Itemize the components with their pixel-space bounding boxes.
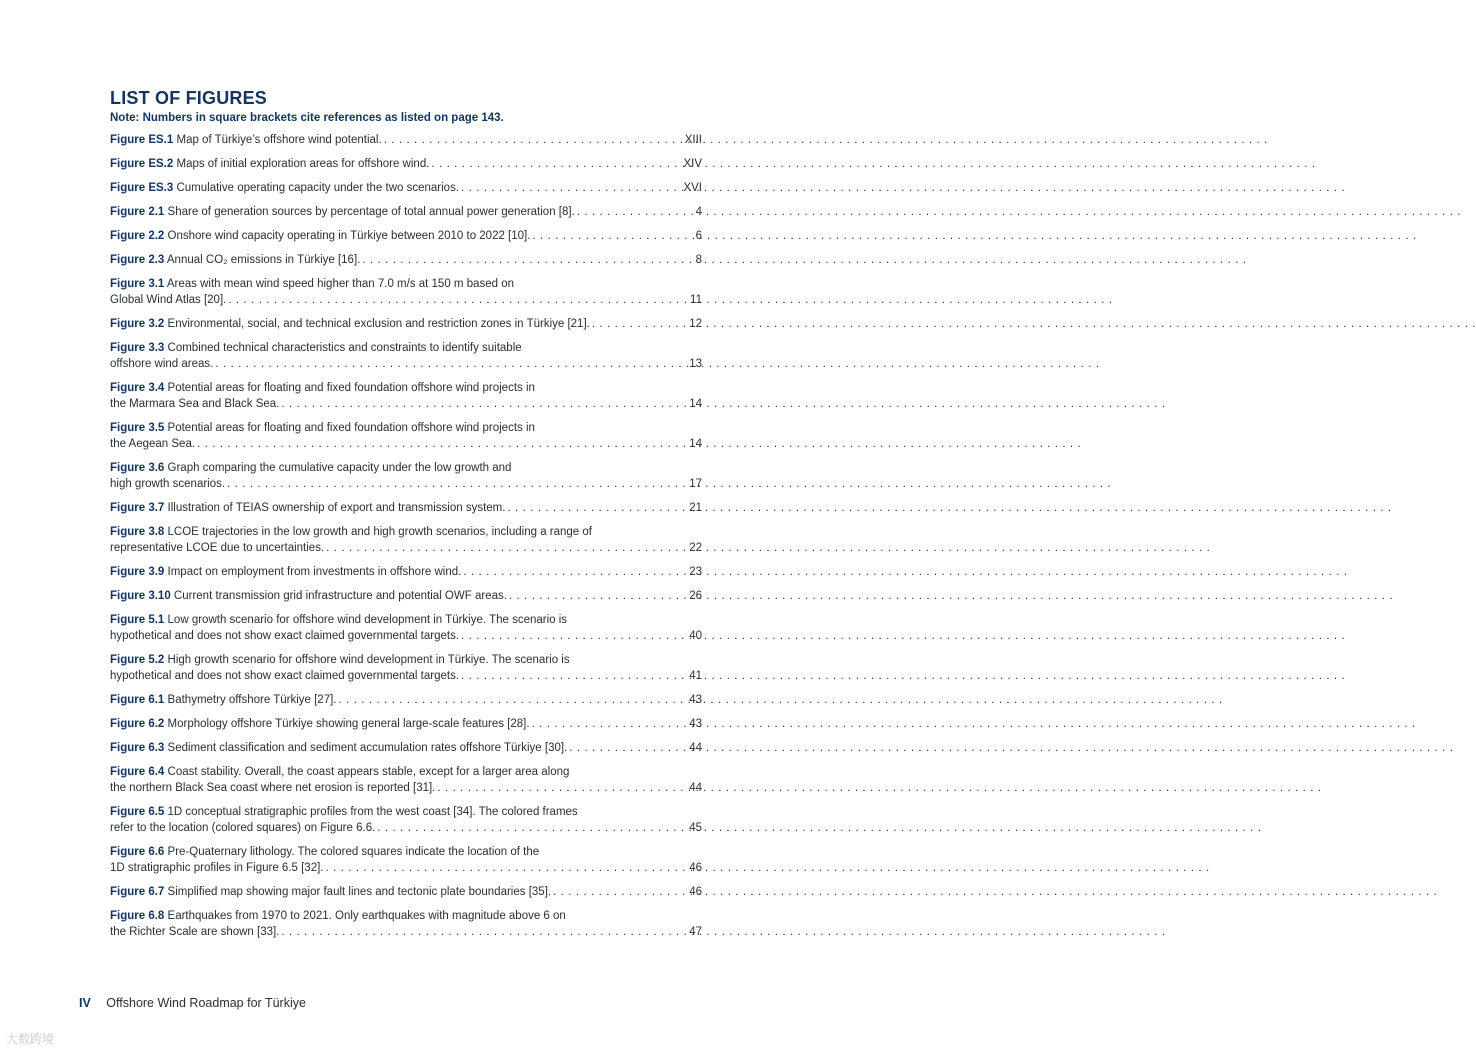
figure-caption-row [110,628,702,644]
figure-label: Figure 3.3 [110,342,165,354]
figure-caption-text: Illustration of TEIAS ownership of export and transmission system. [167,502,506,514]
list-of-figures-page [110,86,702,948]
dot-leader [592,316,687,332]
figure-caption [110,628,459,644]
toc-entry[interactable] [110,132,702,148]
toc-entry[interactable] [110,204,702,220]
figure-caption-text: Environmental, social, and technical exclusion and restriction zones in Türkiye [21]. [167,318,590,330]
figure-label: Figure 3.8 [110,526,165,538]
figure-caption-text: the northern Black Sea coast where net erosion is reported [31]. [110,782,436,794]
figure-caption [110,156,429,172]
dot-leader [281,396,687,412]
dot-leader [339,692,688,708]
figure-caption-row [110,156,702,172]
figure-caption [110,500,505,516]
toc-entry[interactable] [110,156,702,172]
figure-caption-text: Potential areas for floating and fixed foundation offshore wind projects in [167,382,535,394]
figure-caption [110,316,590,332]
dot-leader [461,180,681,196]
figure-caption-row [110,204,702,220]
figure-caption-row [110,292,702,308]
figure-page-number[interactable]: 22 [689,542,702,554]
figure-caption-row [110,820,702,836]
figure-label: Figure 3.1 [110,278,165,290]
figure-page-number[interactable]: 45 [689,822,702,834]
figure-caption [110,588,507,604]
figure-label: Figure 6.2 [110,718,165,730]
dot-leader [553,884,687,900]
figure-caption [110,132,382,148]
figure-caption-first-line [110,380,702,396]
dot-leader [507,500,687,516]
figure-label: Figure 6.8 [110,910,165,922]
figure-caption [110,436,195,452]
figure-page-number[interactable]: 43 [689,694,702,706]
dot-leader [461,668,687,684]
figure-caption-first-line [110,340,702,356]
figure-caption-row [110,884,702,900]
figure-caption-first-line [110,844,702,860]
figure-caption-row [110,356,702,372]
figure-caption-row [110,252,702,268]
figure-caption-row [110,668,702,684]
dot-leader [463,564,687,580]
figure-caption-row [110,588,702,604]
figure-label: Figure ES.3 [110,182,174,194]
figure-caption-text: Share of generation sources by percentage of total annual power generation [8]. [167,206,575,218]
figure-caption [110,692,337,708]
figure-caption [110,204,575,220]
dot-leader [377,820,687,836]
dot-leader [362,252,693,268]
figure-label: Figure 3.10 [110,590,171,602]
figure-page-number[interactable]: 21 [689,502,702,514]
figure-caption-first-line [110,612,702,628]
toc-entry[interactable] [110,884,702,900]
figure-caption-text: Pre-Quaternary lithology. The colored squares indicate the location of the [167,846,540,858]
page-title: LIST OF FIGURES [110,88,268,108]
figure-caption-row [110,228,702,244]
figure-page-number[interactable]: 23 [689,566,702,578]
figure-label: Figure ES.1 [110,134,174,146]
figure-caption-text: Onshore wind capacity operating in Türkiye between 2010 to 2022 [10]. [167,230,531,242]
figure-caption-text: LCOE trajectories in the low growth and high growth scenarios, including a range of [167,526,592,538]
figure-caption-text: Global Wind Atlas [20]. [110,294,227,306]
figure-caption-first-line [110,276,702,292]
dot-leader [384,132,683,148]
dot-leader [215,356,687,372]
dot-leader [326,540,687,556]
figure-caption [110,820,375,836]
figure-caption-text: the Aegean Sea. [110,438,196,450]
figure-label: Figure 2.3 [110,254,165,266]
dot-leader [532,228,693,244]
figure-caption-row [110,180,702,196]
figure-page-number[interactable]: XIV [683,158,702,170]
figure-label: Figure 3.5 [110,422,165,434]
figure-page-number[interactable]: 46 [689,886,702,898]
toc-entry[interactable] [110,612,702,644]
toc-entry[interactable] [110,564,702,580]
dot-leader [577,204,694,220]
toc-entry[interactable] [110,420,702,452]
figure-caption-text: Current transmission grid infrastructure and potential OWF areas. [173,590,507,602]
toc-entry[interactable] [110,500,702,516]
figure-label: Figure 3.6 [110,462,165,474]
watermark: 大数跨境 [6,1032,55,1046]
figure-page-number[interactable]: 44 [689,782,702,794]
figure-caption-text: offshore wind areas. [110,358,214,370]
dot-leader [532,716,688,732]
figure-page-number[interactable]: XIII [684,134,702,146]
figure-label: Figure 6.7 [110,886,165,898]
figure-caption-row [110,740,702,756]
figure-label: Figure 6.6 [110,846,165,858]
figure-caption-text: Graph comparing the cumulative capacity under the low growth and [167,462,512,474]
figure-caption-text: Maps of initial exploration areas for offshore wind. [176,158,430,170]
toc-entry[interactable] [110,588,702,604]
document-title: Offshore Wind Roadmap for Türkiye [106,996,306,1010]
dot-leader [227,476,687,492]
toc-entry[interactable] [110,652,702,684]
toc-entry[interactable] [110,692,702,708]
figure-caption [110,860,324,876]
figure-caption-text: the Marmara Sea and Black Sea. [110,398,280,410]
dot-leader [431,156,681,172]
dot-leader [326,860,688,876]
toc-entry[interactable] [110,380,702,412]
dot-leader [437,780,687,796]
figure-page-number[interactable]: 6 [695,230,702,242]
figure-caption-text: Sediment classification and sediment accumulation rates offshore Türkiye [30]. [167,742,568,754]
figure-label: Figure ES.2 [110,158,174,170]
figure-caption [110,292,226,308]
figure-caption-first-line [110,804,702,820]
figure-caption-text: Potential areas for floating and fixed foundation offshore wind projects in [167,422,535,434]
figure-caption-text: hypothetical and does not show exact claimed governmental targets. [110,670,460,682]
figure-caption-first-line [110,908,702,924]
figure-caption-row [110,436,702,452]
figure-caption-text: Map of Türkiye’s offshore wind potential. [176,134,382,146]
page-footer [79,995,306,1011]
toc-entry[interactable] [110,316,702,332]
figure-list [110,132,702,940]
figure-caption [110,356,213,372]
figure-caption [110,180,459,196]
figure-caption-text: Cumulative operating capacity under the two scenarios. [176,182,460,194]
toc-entry[interactable] [110,804,702,836]
toc-entry[interactable] [110,908,702,940]
figure-caption-row [110,860,702,876]
figure-caption-row [110,564,702,580]
dot-leader [197,436,687,452]
toc-entry[interactable] [110,252,702,268]
figure-page-number[interactable]: 43 [689,718,702,730]
figure-caption [110,396,279,412]
figure-page-number[interactable]: 14 [689,438,702,450]
dot-leader [509,588,687,604]
figure-caption-row [110,716,702,732]
figure-caption-text: hypothetical and does not show exact claimed governmental targets. [110,630,460,642]
figure-label: Figure 6.5 [110,806,165,818]
toc-entry[interactable] [110,764,702,796]
figure-caption-text: Annual CO₂ emissions in Türkiye [16]. [166,254,361,266]
figure-caption-text: Impact on employment from investments in offshore wind. [167,566,462,578]
figure-page-number[interactable]: 41 [689,670,702,682]
figure-caption [110,780,435,796]
figure-caption-text: Morphology offshore Türkiye showing general large-scale features [28]. [167,718,530,730]
toc-entry[interactable] [110,460,702,492]
figure-caption-text: refer to the location (colored squares) on Figure 6.6. [110,822,376,834]
figure-caption-first-line [110,652,702,668]
toc-entry[interactable] [110,180,702,196]
figure-caption-text: Simplified map showing major fault lines and tectonic plate boundaries [35]. [167,886,552,898]
figure-page-number[interactable]: 14 [689,398,702,410]
figure-page-number[interactable]: 4 [695,206,702,218]
dot-leader [228,292,688,308]
figure-caption [110,540,324,556]
toc-entry[interactable] [110,844,702,876]
figure-caption-text: high growth scenarios. [110,478,226,490]
references-note: Note: Numbers in square brackets cite references as listed on page 143. [110,112,504,124]
figure-label: Figure 6.4 [110,766,165,778]
figure-caption [110,668,459,684]
toc-entry[interactable] [110,524,702,556]
toc-entry[interactable] [110,276,702,308]
figure-caption-row [110,780,702,796]
figure-caption-row [110,500,702,516]
figure-caption [110,228,530,244]
figure-caption-row [110,924,702,940]
figure-caption-text: Low growth scenario for offshore wind development in Türkiye. The scenario is [167,614,568,626]
figure-caption-text: Earthquakes from 1970 to 2021. Only earthquakes with magnitude above 6 on [167,910,566,922]
figure-label: Figure 6.3 [110,742,165,754]
figure-caption-first-line [110,764,702,780]
figure-caption [110,884,551,900]
page-number: IV [79,996,91,1010]
figure-label: Figure 2.2 [110,230,165,242]
figure-page-number[interactable]: 11 [690,294,702,306]
figure-page-number[interactable]: 12 [689,318,702,330]
figure-caption-row [110,316,702,332]
figure-label: Figure 2.1 [110,206,165,218]
figure-label: Figure 5.2 [110,654,165,666]
figure-caption-text: Areas with mean wind speed higher than 7.0 m/s at 150 m based on [166,278,515,290]
figure-page-number[interactable]: XVI [683,182,702,194]
dot-leader [281,924,687,940]
figure-label: Figure 3.7 [110,502,165,514]
figure-caption-text: representative LCOE due to uncertainties. [110,542,325,554]
figure-caption-text: High growth scenario for offshore wind development in Türkiye. The scenario is [167,654,570,666]
figure-caption-row [110,476,702,492]
figure-caption-first-line [110,524,702,540]
figure-page-number[interactable]: 40 [689,630,702,642]
figure-caption-text: Coast stability. Overall, the coast appears stable, except for a larger area along [167,766,570,778]
figure-page-number[interactable]: 46 [689,862,702,874]
toc-entry[interactable] [110,716,702,732]
figure-caption-first-line [110,460,702,476]
figure-label: Figure 3.2 [110,318,165,330]
figure-caption-row [110,692,702,708]
figure-page-number[interactable]: 13 [689,358,702,370]
figure-caption-row [110,396,702,412]
figure-caption [110,564,461,580]
figure-page-number[interactable]: 26 [689,590,702,602]
figure-caption [110,476,225,492]
figure-label: Figure 6.1 [110,694,165,706]
figure-caption [110,740,567,756]
toc-entry[interactable] [110,228,702,244]
dot-leader [461,628,687,644]
figure-caption-row [110,132,702,148]
figure-caption-text: 1D conceptual stratigraphic profiles from the west coast [34]. The colored frames [167,806,578,818]
figure-caption-text: the Richter Scale are shown [33]. [110,926,280,938]
figure-label: Figure 5.1 [110,614,165,626]
figure-page-number[interactable]: 17 [689,478,702,490]
figure-caption-first-line [110,420,702,436]
toc-entry[interactable] [110,340,702,372]
figure-caption [110,716,530,732]
figure-caption-text: Combined technical characteristics and constraints to identify suitable [167,342,522,354]
figure-caption [110,924,279,940]
figure-label: Figure 3.9 [110,566,165,578]
figure-caption-row [110,540,702,556]
dot-leader [569,740,687,756]
figure-page-number[interactable]: 44 [689,742,702,754]
figure-page-number[interactable]: 8 [695,254,702,266]
figure-page-number[interactable]: 47 [689,926,702,938]
figure-label: Figure 3.4 [110,382,165,394]
figure-caption-text: 1D stratigraphic profiles in Figure 6.5 [32]. [110,862,324,874]
figure-caption [110,252,360,268]
toc-entry[interactable] [110,740,702,756]
figure-caption-text: Bathymetry offshore Türkiye [27]. [167,694,337,706]
